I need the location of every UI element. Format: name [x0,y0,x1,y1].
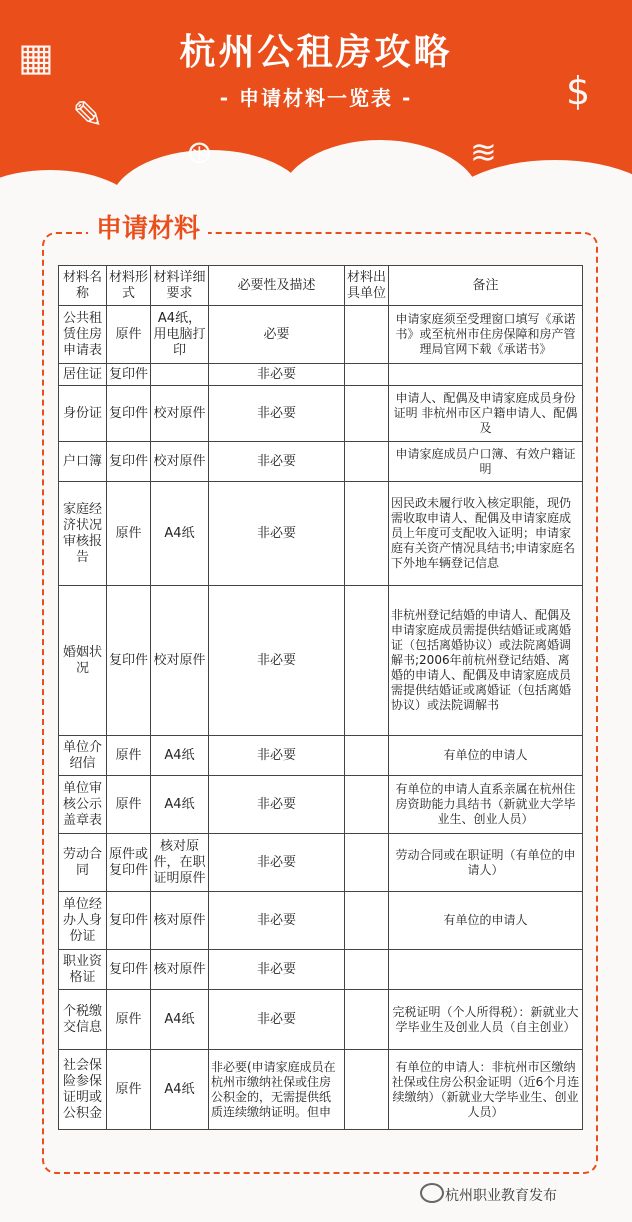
table-cell [345,990,389,1050]
table-cell: 校对原件 [151,586,209,736]
table-cell: 非必要 [209,776,345,834]
table-cell: 婚姻状况 [59,586,107,736]
table-row [59,386,583,442]
table-cell: A4纸 [151,776,209,834]
table-cell [345,442,389,482]
column-header: 备注 [389,266,583,306]
table-cell: 复印件 [107,950,151,990]
table-cell: A4纸，用电脑打印 [151,306,209,364]
table-cell: 非必要 [209,482,345,586]
table-cell: 复印件 [107,442,151,482]
bill-icon: ✎ [72,93,104,137]
column-header: 材料形式 [107,266,151,306]
materials-table [58,265,583,1130]
table-row [59,990,583,1050]
table-cell: 原件或复印件 [107,834,151,892]
column-header: 材料名称 [59,266,107,306]
table-cell: A4纸 [151,1050,209,1130]
table-cell [151,364,209,386]
table-cell: 户口簿 [59,442,107,482]
table-cell: 校对原件 [151,442,209,482]
table-cell: 因民政未履行收入核定职能，现仍需收取申请人、配偶及申请家庭成员上年度可支配收入证明；申请家庭有关资产情况具结书;申请家庭名下外地车辆登记信息 [389,482,583,586]
table-cell: 核对原件 [151,950,209,990]
table-cell: 非必要 [209,950,345,990]
table-cell: 身份证 [59,386,107,442]
table-cell [389,950,583,990]
table-cell [389,364,583,386]
table-cell: 非必要 [209,586,345,736]
table-cell: 必要 [209,306,345,364]
table-cell: A4纸 [151,736,209,776]
table-row [59,834,583,892]
column-header: 材料详细要求 [151,266,209,306]
table-cell [345,776,389,834]
table-cell: 非必要 [209,386,345,442]
table-cell [345,892,389,950]
table-cell: 非必要 [209,892,345,950]
table-cell: 复印件 [107,892,151,950]
table-cell: 申请人、配偶及申请家庭成员身份证明 非杭州市区户籍申请人、配偶及 [389,386,583,442]
table-row [59,586,583,736]
watermark-text: 杭州职业教育发布 [445,1187,557,1203]
table-cell: 复印件 [107,386,151,442]
table-cell: 家庭经济状况审核报告 [59,482,107,586]
table-cell: 校对原件 [151,386,209,442]
table-row [59,736,583,776]
column-header: 必要性及描述 [209,266,345,306]
table-cell: 原件 [107,736,151,776]
table-cell: 有单位的申请人直系亲属在杭州住房资助能力具结书（新就业大学毕业生、创业人员） [389,776,583,834]
table-header-row [59,266,583,306]
table-cell [345,386,389,442]
table-cell: 职业资格证 [59,950,107,990]
table-row [59,1050,583,1130]
table-cell: A4纸 [151,482,209,586]
table-row [59,306,583,364]
table-cell: 有单位的申请人：非杭州市区缴纳社保或住房公积金证明（近6个月连续缴纳）（新就业大学毕业生、创业人员） [389,1050,583,1130]
table-cell [345,834,389,892]
table-cell: 劳动合同或在职证明（有单位的申请人） [389,834,583,892]
table-cell [345,482,389,586]
header-banner [0,0,632,210]
page-subtitle: - 申请材料一览表 - [219,86,413,110]
chat-bubble-icon [420,1183,444,1203]
table-cell: 公共租赁住房申请表 [59,306,107,364]
coin-stack-icon: ≋ [470,133,497,171]
table-row [59,442,583,482]
table-row [59,950,583,990]
table-cell: 核对原件 [151,892,209,950]
column-header: 材料出具单位 [345,266,389,306]
table-cell: 申请家庭成员户口簿、有效户籍证明 [389,442,583,482]
table-cell: 非必要 [209,442,345,482]
table-cell: 非必要 [209,364,345,386]
table-cell [345,950,389,990]
table-cell [345,1050,389,1130]
table-cell: 有单位的申请人 [389,892,583,950]
table-cell: 复印件 [107,586,151,736]
table-cell: 单位经办人身份证 [59,892,107,950]
table-cell [345,736,389,776]
table-cell: 非杭州登记结婚的申请人、配偶及申请家庭成员需提供结婚证或离婚证（包括离婚协议）或法院离婚调解书;2006年前杭州登记结婚、离婚的申请人、配偶及申请家庭成员需提供结婚证或离婚证（包括离婚协议）或法院调解书 [389,586,583,736]
page-title: 杭州公租房攻略 [179,32,453,73]
table-cell [345,586,389,736]
table-cell: 原件 [107,482,151,586]
table-cell: 非必要 [209,736,345,776]
table-cell: 单位介绍信 [59,736,107,776]
table-cell: 非必要 [209,834,345,892]
table-cell: 劳动合同 [59,834,107,892]
grid-card-icon: ▦ [18,35,54,79]
table-cell: A4纸 [151,990,209,1050]
table-cell: 原件 [107,1050,151,1130]
table-cell [345,364,389,386]
table-cell: 非必要 [209,990,345,1050]
table-row [59,482,583,586]
table-cell: 居住证 [59,364,107,386]
table-cell [345,306,389,364]
table-cell: 社会保险参保证明或公积金 [59,1050,107,1130]
table-cell: 复印件 [107,364,151,386]
table-cell: 原件 [107,990,151,1050]
table-cell: 非必要(申请家庭成员在杭州市缴纳社保或住房公积金的，无需提供纸质连续缴纳证明。但申 [209,1050,345,1130]
table-row [59,776,583,834]
table-cell: 原件 [107,306,151,364]
table-row [59,364,583,386]
section-title: 申请材料 [88,208,208,245]
table-cell: 完税证明（个人所得税）：新就业大学毕业生及创业人员（自主创业） [389,990,583,1050]
money-tag-icon: $ [566,69,591,113]
table-row [59,892,583,950]
table-cell: 单位审核公示盖章表 [59,776,107,834]
table-cell: 有单位的申请人 [389,736,583,776]
table-cell: 个税缴交信息 [59,990,107,1050]
table-cell: 申请家庭须至受理窗口填写《承诺书》或至杭州市住房保障和房产管理局官网下载《承诺书》 [389,306,583,364]
coin-cycle-icon: ⊛ [186,133,213,171]
table-cell: 核对原件，在职证明原件 [151,834,209,892]
table-cell: 原件 [107,776,151,834]
